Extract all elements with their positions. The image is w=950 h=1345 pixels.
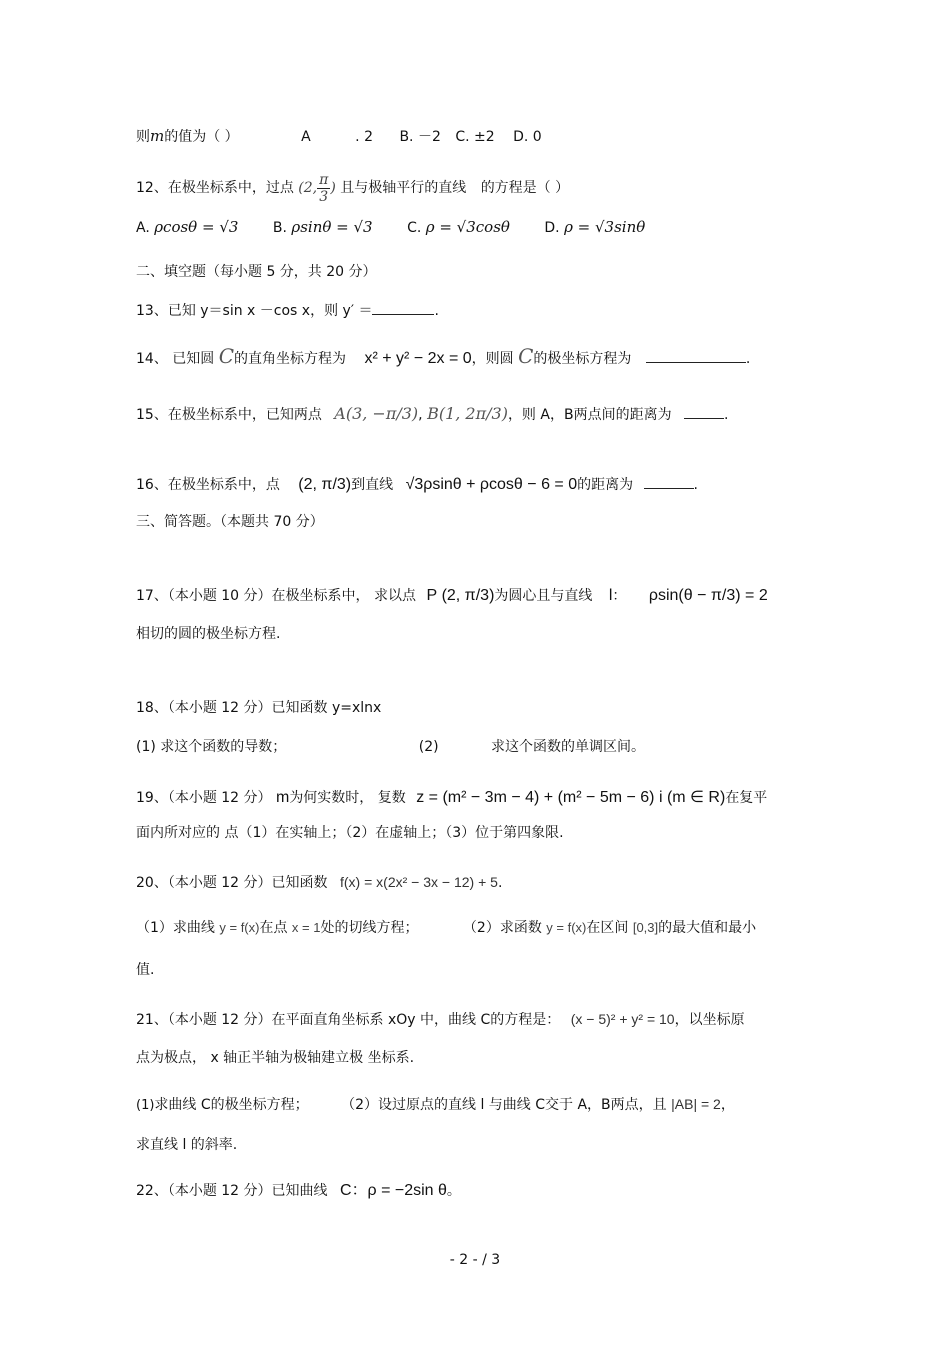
q15-stem-part2: ，则 A，B两点间的距离为 (507, 407, 672, 423)
q11-var: m (150, 127, 165, 145)
q14-stem-part1: 14、 已知圆 (136, 351, 215, 367)
q16-point: (2, π/3) (298, 476, 352, 493)
q16-stem-part3: 的距离为 (577, 477, 634, 493)
q20-part1-b: 在点 (259, 920, 288, 936)
q12-point: (2, $\frac{\pi}{3}$ ) (298, 171, 336, 205)
q13-stem: 13、已知 y＝sin x －cos x，则 y′ ＝ (136, 303, 373, 319)
q21-parts (136, 1094, 735, 1116)
q19-stem-part3: 在复平 (725, 790, 768, 806)
q13-line (136, 300, 439, 321)
q20-part2-a: （2）求函数 (462, 920, 542, 936)
q19-stem-part4: 面内所对应的 点（1）在实轴上；（2）在虚轴上；（3）位于第四象限. (136, 825, 564, 841)
q12-option-b-expr: ρsinθ = √3 (291, 218, 373, 236)
q19-line (136, 788, 767, 808)
q12-stem-part3: 的方程是（ ） (480, 180, 570, 196)
q18-part2-label: (2) (418, 739, 439, 755)
q17-point-p-label: P (426, 587, 438, 604)
q18-parts (136, 737, 645, 757)
q22-curve: C：ρ = −2sin θ (339, 1182, 447, 1199)
q12-option-a-expr: ρcosθ = √3 (154, 218, 239, 236)
q16-blank (644, 474, 694, 489)
q12-option-c-label: C. (407, 220, 422, 236)
q15-blank (684, 404, 724, 419)
q17-colon: ： (612, 588, 627, 604)
q21-part2-end: ， (720, 1097, 735, 1113)
q12-option-d-label: D. (544, 220, 560, 236)
q20-parts (136, 918, 756, 938)
q17-stem-part1: 17、（本小题 10 分）在极坐标系中， 求以点 (136, 588, 416, 604)
q11-option-a: A (301, 129, 311, 145)
q11-tail: 的值为（ ） (164, 129, 239, 145)
q17-stem-part3: 相切的圆的极坐标方程. (136, 626, 281, 642)
q20-part1-fx: y = f(x) (219, 920, 260, 935)
q20-line (136, 872, 502, 893)
q20-part2-d: 值. (136, 962, 155, 978)
q18-part2: 求这个函数的单调区间。 (491, 739, 646, 755)
q17-line-l: l (608, 587, 613, 604)
q13-blank (372, 300, 434, 315)
q12-option-b-label: B. (272, 220, 287, 236)
q20-function: f(x) = x(2x² − 3x − 12) + 5 (339, 874, 498, 890)
q11-option-b: B. －2 (399, 129, 441, 145)
q20-part2-c: 的最大值和最小 (658, 920, 757, 936)
q12-stem-part1: 12、在极坐标系中，过点 (136, 180, 294, 196)
q14-equation: x² + y² − 2x = 0 (364, 350, 472, 367)
q12-stem (136, 160, 569, 216)
q22-end: 。 (446, 1183, 461, 1199)
q16-line (136, 474, 698, 495)
q12-point-den: 3 (319, 188, 329, 205)
q11-option-d: D. 0 (513, 129, 542, 145)
q11-option-c: C. ±2 (455, 129, 495, 145)
q21-part3: 求直线 l 的斜率. (136, 1137, 238, 1153)
q22-stem: 22、（本小题 12 分）已知曲线 (136, 1183, 328, 1199)
q16-stem-part1: 16、在极坐标系中，点 (136, 477, 280, 493)
q14-line (136, 346, 750, 369)
q14-stem-part3: ，则圆 (471, 351, 514, 367)
q19-stem-part2: 为何实数时， 复数 (289, 790, 406, 806)
q20-part1-a: （1）求曲线 (136, 920, 215, 936)
q20-stem-part1: 20、（本小题 12 分）已知函数 (136, 875, 328, 891)
q21-ab-length: |AB| = 2 (671, 1096, 721, 1112)
q15-end: . (724, 407, 729, 423)
q11-lead: 则 (136, 129, 150, 145)
q13-end: . (434, 303, 439, 319)
page-number: - 2 - / 3 (449, 1252, 501, 1268)
q15-point-b: B(1, 2π/3) (427, 404, 508, 423)
q18-part1: (1) 求这个函数的导数； (136, 739, 287, 755)
q14-circle-c: C (218, 344, 235, 368)
q21-stem-part3: 点为极点， x 轴正半轴为极轴建立极 坐标系. (136, 1050, 415, 1066)
q15-stem-part1: 15、在极坐标系中，已知两点 (136, 407, 322, 423)
q21-part2: （2）设过原点的直线 l 与曲线 C交于 A，B两点，且 (341, 1097, 667, 1113)
q14-stem-part4: 的极坐标方程为 (533, 351, 632, 367)
q16-end: . (693, 477, 698, 493)
q19-stem-part1: 19、（本小题 12 分） (136, 790, 272, 806)
q21-stem-part1: 21、（本小题 12 分）在平面直角坐标系 xOy 中，曲线 C的方程是： (136, 1012, 561, 1028)
q21-stem-part2: ，以坐标原 (674, 1012, 745, 1028)
q17-stem-part2: 为圆心且与直线 (494, 588, 593, 604)
q14-blank (646, 348, 746, 363)
q11-options-line (136, 126, 542, 147)
q17-point: (2, π/3) (441, 587, 495, 604)
q15-point-a: A(3, −π/3) (334, 404, 419, 423)
q21-equation: (x − 5)² + y² = 10 (570, 1011, 675, 1027)
q14-stem-part2: 的直角坐标方程为 (234, 351, 347, 367)
q19-var-m: m (275, 789, 290, 806)
q12-option-c-expr: ρ = √3cosθ (425, 218, 510, 236)
q12-point-num: π (319, 171, 329, 188)
q20-part2-interval: [0,3] (632, 920, 659, 935)
q18-stem: 18、（本小题 12 分）已知函数 y=xlnx (136, 700, 382, 716)
section3-heading: 三、简答题。（本题共 70 分） (136, 514, 324, 530)
q20-end: . (497, 875, 503, 891)
q20-part1-c: 处的切线方程； (320, 920, 419, 936)
q15-line: 15、在极坐标系中，已知两点 A(3, −π/3), B(1, 2π/3)，则 A，B两点间的距离为 . (136, 404, 729, 423)
q21-part1-label: (1) (136, 1098, 155, 1113)
q19-complex-z: z = (m² − 3m − 4) + (m² − 5m − 6) i (m ∈ R) (416, 789, 726, 806)
q20-part2-b: 在区间 (586, 920, 629, 936)
q14-circle-c-2: C (518, 344, 534, 368)
q12-option-d-expr: ρ = √3sinθ (564, 218, 646, 236)
q11-option-a-value: . 2 (355, 129, 373, 145)
q21-line (136, 1009, 745, 1030)
q20-part1-x: x = 1 (291, 920, 321, 935)
q22-line (136, 1181, 461, 1201)
q12-stem-part2: 且与极轴平行的直线 (340, 180, 467, 196)
section2-heading: 二、填空题（每小题 5 分，共 20 分） (136, 264, 377, 280)
q20-part2-fx: y = f(x) (546, 920, 587, 935)
q12-options-line (136, 217, 645, 238)
q14-end: . (745, 351, 751, 367)
q17-line-equation: ρsin(θ − π/3) = 2 (648, 587, 768, 604)
q21-part1: 求曲线 C的极坐标方程； (154, 1097, 309, 1113)
q16-line-equation: √3ρsinθ + ρcosθ − 6 = 0 (405, 476, 578, 493)
q16-stem-part2: 到直线 (351, 477, 394, 493)
q17-line (136, 586, 768, 606)
q12-option-a-label: A. (136, 220, 150, 236)
